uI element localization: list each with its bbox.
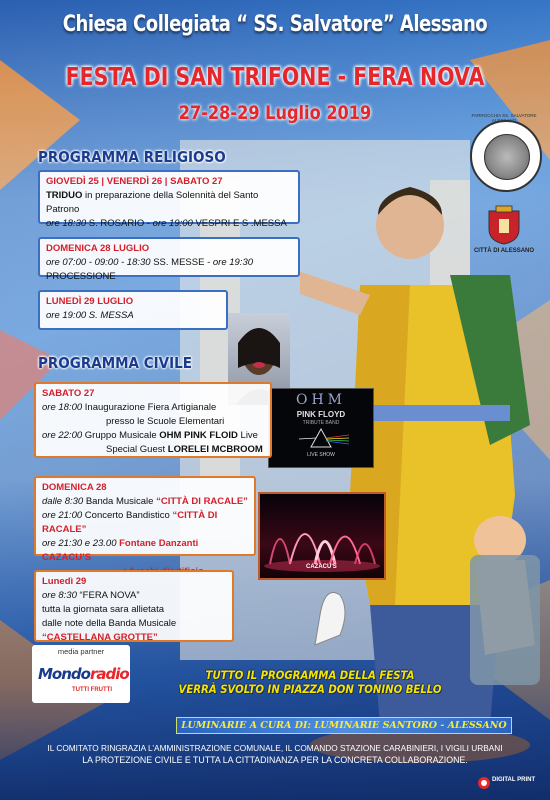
religioso-1-triduo <box>46 189 292 217</box>
civile-2-l2 <box>42 509 248 537</box>
religioso-box-1 <box>38 170 300 229</box>
luminarie-label: LUMINARIE A CURA DI: <box>181 720 311 731</box>
concerto-text: Concerto Bandistico <box>82 510 173 521</box>
religioso-box-3 <box>38 290 228 330</box>
civile-box-1 <box>34 382 272 458</box>
civile-2-day: DOMENICA 28 <box>42 482 107 493</box>
luminarie-banner <box>176 717 512 734</box>
civile-box-3 <box>34 570 234 642</box>
media-partner-logo <box>32 645 130 703</box>
time-0830-lunedi: ore 8:30 <box>42 590 77 601</box>
ohm-name: OHM <box>295 392 347 408</box>
religioso-1-days: GIOVEDÌ 25 | VENERDÌ 26 | SABATO 27 <box>46 176 223 187</box>
print-logo-icon <box>476 772 538 794</box>
radio-text: radio <box>89 665 129 683</box>
triduo-text: in preparazione della Solennità del Santo Patrono <box>46 190 259 215</box>
mondoradio-logo <box>38 665 128 683</box>
castellana-text: “CASTELLANA GROTTE” <box>42 632 158 643</box>
religioso-2-day: DOMENICA 28 LUGLIO <box>46 243 150 254</box>
seal-text: PARROCCHIA SS. SALVATORE ALESSANO <box>471 113 537 123</box>
time-0830: dalle 8:30 <box>42 496 84 507</box>
guest-name: LORELEI MCBROOM <box>167 444 263 455</box>
civile-3-l1 <box>42 589 226 603</box>
crest-label: CITTÀ DI ALESSANO <box>473 248 535 254</box>
live-show-label: LIVE SHOW <box>307 452 335 458</box>
footer-line-2: LA PROTEZIONE CIVILE E TUTTA LA CITTADINANZA PER LA CONCRETA COLLABORAZIONE. <box>82 755 468 765</box>
fountain-label: CAZACU'S <box>306 564 337 570</box>
notice-line-1: TUTTO IL PROGRAMMA DELLA FESTA <box>205 668 415 682</box>
time-2200: ore 22:00 <box>42 430 83 441</box>
tribute-label: TRIBUTE BAND <box>302 420 340 426</box>
racale-name-2: “CITTÀ DI RACALE” <box>42 510 218 535</box>
special-guest-text: Special Guest <box>106 444 168 455</box>
civile-3-day: Lunedì 29 <box>42 576 87 587</box>
festa-title: FESTA DI SAN TRIFONE - FERA NOVA <box>65 62 485 91</box>
civile-2-l1 <box>42 495 248 509</box>
mondo-text: Mondo <box>38 665 90 683</box>
time-1830: ore 18:30 <box>46 218 87 229</box>
fera-nova-text: “FERA NOVA” <box>76 590 140 601</box>
religioso-box-2 <box>38 237 300 282</box>
rosario-text: S. ROSARIO - <box>86 218 153 229</box>
vespri-text: VESPRI E S .MESSA <box>192 218 287 229</box>
triduo-label: TRIDUO <box>46 190 83 201</box>
programma-notice <box>178 668 442 696</box>
luminarie-name: LUMINARIE SANTORO - ALESSANO <box>310 720 507 731</box>
church-title: Chiesa Collegiata “ SS. Salvatore” Alessano <box>62 12 488 37</box>
ohm-band-text: OHM PINK FLOID <box>159 430 238 441</box>
pink-floyd-name: PINK FLOYD <box>296 410 346 419</box>
footer-thanks <box>0 742 550 766</box>
civile-1-l4 <box>42 443 264 457</box>
messe-times: ore 07:00 - 09:00 - 18:30 <box>46 257 151 268</box>
civile-1-l1 <box>42 401 264 415</box>
gruppo-text: Gruppo Musicale <box>82 430 160 441</box>
media-partner-label: media partner <box>57 647 105 656</box>
time-1930: ore 19:30 <box>212 257 254 268</box>
civile-1-day: SABATO 27 <box>42 388 95 399</box>
religioso-3-day: LUNEDÌ 29 LUGLIO <box>46 296 134 307</box>
civile-3-l3: dalle note della Banda Musicale <box>42 618 177 629</box>
racale-name-1: “CITTÀ DI RACALE” <box>156 496 248 507</box>
print-logo-text: DIGITAL PRINT <box>492 777 536 783</box>
messa-text: S. MESSA <box>86 310 134 321</box>
messe-text: SS. MESSE - <box>150 257 213 268</box>
religioso-2-times <box>46 256 292 284</box>
live-text: Live <box>237 430 258 441</box>
civile-title: PROGRAMMA CIVILE <box>38 354 192 372</box>
religioso-1-times <box>46 217 292 231</box>
religioso-title: PROGRAMMA RELIGIOSO <box>38 148 226 166</box>
time-1900: ore 19:00 <box>152 218 193 229</box>
notice-line-2: VERRÀ SVOLTO IN PIAZZA DON TONINO BELLO <box>178 682 442 696</box>
time-1900-lunedi: ore 19:00 <box>46 310 87 321</box>
banda-text: Banda Musicale <box>83 496 157 507</box>
civile-3-l2: tutta la giornata sara allietata <box>42 604 164 615</box>
digital-print-logo <box>476 772 538 794</box>
festa-dates: 27-28-29 Luglio 2019 <box>178 102 372 124</box>
ohm-pink-floyd-poster <box>268 388 374 468</box>
religioso-3-times <box>46 309 220 323</box>
fontane-text: Fontane Danzanti CAZACU’S <box>42 538 199 563</box>
header-banner <box>0 0 550 54</box>
time-1800: ore 18:00 <box>42 402 83 413</box>
tutti-frutti-text: TUTTI FRUTTI <box>72 687 112 693</box>
footer-line-1: IL COMITATO RINGRAZIA L’AMMINISTRAZIONE COMUNALE, IL COMANDO STAZIONE CARABINIERI, I VIGILI URBANI <box>47 743 503 753</box>
civile-1-l2: presso le Scuole Elementari <box>106 416 225 427</box>
civile-box-2 <box>34 476 256 563</box>
civile-2-l3 <box>42 537 248 565</box>
fiera-text: Inaugurazione Fiera Artigianale <box>82 402 217 413</box>
civile-1-l3 <box>42 429 264 443</box>
time-2100: ore 21:00 <box>42 510 83 521</box>
processione-text: PROCESSIONE <box>46 271 116 282</box>
fountain-show-photo <box>258 492 386 580</box>
time-2130: ore 21:30 e 23.00 <box>42 538 117 549</box>
